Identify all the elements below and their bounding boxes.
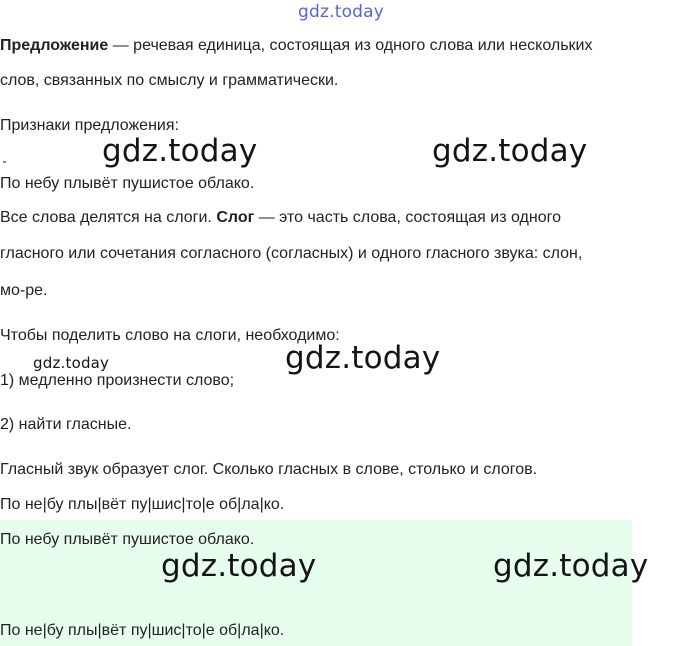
definition-line-1	[0, 36, 592, 56]
watermark: gdz.today	[285, 340, 441, 376]
watermark: gdz.today	[161, 548, 317, 584]
syllable-line-1	[0, 208, 561, 228]
definition-text: — речевая единица, состоящая из одного слова или нескольких	[108, 37, 593, 54]
watermark: gdz.today	[432, 133, 588, 169]
step-1: 1) медленно произнести слово;	[0, 372, 235, 389]
syllable-line-2: гласного или сочетания согласного (согласных) и одного гласного звука: слон,	[0, 245, 583, 262]
signs-heading: Признаки предложения:	[0, 117, 179, 134]
syllabified-sentence: По не|бу плы|вёт пу|шис|то|е об|ла|ко.	[0, 496, 285, 513]
syllable-line-3: мо-ре.	[0, 282, 48, 299]
syllable-text-pre: Все слова делятся на слоги.	[0, 209, 217, 226]
howto-heading: Чтобы поделить слово на слоги, необходимо:	[0, 327, 340, 344]
step-2: 2) найти гласные.	[0, 416, 132, 433]
syllable-text-post: — это часть слова, состоящая из одного	[254, 209, 562, 226]
vowel-rule: Гласный звук образует слог. Сколько гласных в слове, столько и слогов.	[0, 461, 538, 478]
header-watermark: gdz.today	[298, 2, 385, 22]
watermark: gdz.today	[33, 354, 110, 372]
syllable-term: Слог	[216, 209, 255, 226]
watermark: gdz.today	[493, 548, 649, 584]
example-sentence: По небу плывёт пушистое облако.	[0, 175, 255, 192]
answer-syllabified: По не|бу плы|вёт пу|шис|то|е об|ла|ко.	[0, 622, 285, 639]
answer-sentence: По небу плывёт пушистое облако.	[0, 531, 255, 548]
watermark: gdz.today	[102, 133, 258, 169]
definition-line-2: слов, связанных по смыслу и грамматически.	[0, 72, 339, 89]
small-mark	[3, 161, 6, 163]
definition-term: Предложение	[0, 37, 109, 54]
